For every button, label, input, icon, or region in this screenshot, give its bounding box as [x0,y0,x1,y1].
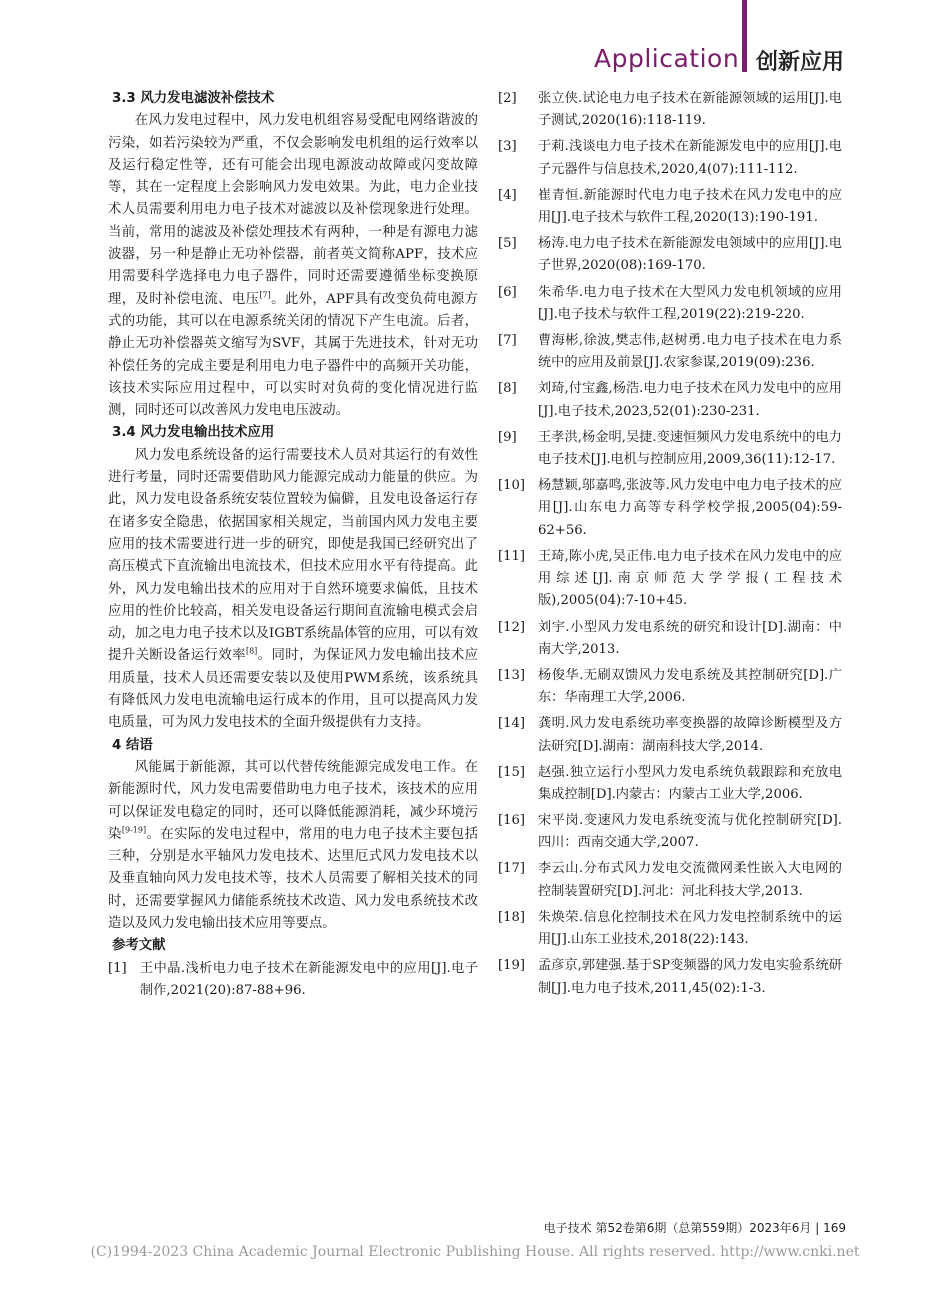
reference-text: 龚明.风力发电系统功率变换器的故障诊断模型及方法研究[D].湖南：湖南科技大学,2014. [538,716,842,754]
paragraph-3-4-part-b: 。同时，为保证风力发电输出技术应用质量，技术人员还需要安装以及使用PWM系统，该系统具有降低风力发电电流输电运行成本的作用，且可以提高风力发电质量，可为风力发电技术的全面升级提供有力支持。 [108,648,479,731]
reference-text: 曹海彬,徐波,樊志伟,赵树勇.电力电子技术在电力系统中的应用及前景[J].农家参谋,2019(09):236. [538,332,842,371]
reference-text: 孟彦京,郭建强.基于SP变频器的风力发电实验系统研制[J].电力电子技术,2011,45(02):1-3. [538,958,842,996]
reference-text: 杨涛.电力电子技术在新能源发电领域中的应用[J].电子世界,2020(08):169-170. [538,236,842,274]
reference-text: 于莉.浅谈电力电子技术在新能源发电中的应用[J].电子元器件与信息技术,2020,4(07):111-112. [538,139,842,177]
reference-item [498,713,842,758]
reference-text: 王中晶.浅析电力电子技术在新能源发电中的应用[J].电子制作,2021(20):87-88+96. [140,960,478,998]
left-column [108,88,478,1002]
reference-item [498,378,842,423]
reference-item [498,810,842,855]
reference-number: [15] [498,764,526,780]
reference-item [498,88,842,133]
reference-item [498,665,842,710]
copyright-line: (C)1994-2023 China Academic Journal Electronic Publishing House. All rights reserved. http://www.cnki.net [90,1244,860,1260]
reference-number: [1] [108,960,127,976]
reference-text: 杨俊华.无刷双馈风力发电系统及其控制研究[D].广东：华南理工大学,2006. [538,667,842,706]
reference-number: [10] [498,478,526,494]
paragraph-4 [108,757,478,935]
reference-number: [18] [498,909,526,925]
reference-text: 朱焕荣.信息化控制技术在风力发电控制系统中的运用[J].山东工业技术,2018(22):143. [538,909,842,948]
header-section-label: 创新应用 [756,50,845,75]
reference-item [498,330,842,375]
reference-number: [13] [498,667,526,683]
reference-text: 刘琦,付宝鑫,杨浩.电力电子技术在风力发电中的应用[J].电子技术,2023,52(01):230-231. [538,381,842,419]
reference-item [498,955,842,1000]
reference-text: 刘宇.小型风力发电系统的研究和设计[D].湖南：中南大学,2013. [538,619,842,657]
reference-number: [11] [498,548,526,564]
header-accent-bar [742,0,747,72]
paragraph-3-4-part-a: 风力发电系统设备的运行需要技术人员对其运行的有效性进行考量，同时还需要借助风力能源完成动力能量的供应。为此，风力发电设备系统安装位置较为偏僻，且发电设备运行存在诸多安全隐患，依据国家相关规定，当前国内风力发电主要应用的技术需要进行进一步的研究，即使是我国已经研究出了高压模式下直流输出电流技术，但技术应用水平有待提高。此外，风力发电输出技术的应用对于自然环境要求偏低，且技术应用的性价比较高，相关发电设备运行期间直流输电模式会启动，加之电力电子技术以及IGBT系统晶体管的应用，可以有效提升关断设备运行效率 [108,447,478,664]
reference-item [498,475,842,542]
reference-item [498,762,842,807]
reference-number: [12] [498,619,526,635]
paragraph-3-3 [108,110,478,422]
reference-text: 宋平岗.变速风力发电系统变流与优化控制研究[D].四川：西南交通大学,2007. [538,813,842,851]
citation-9-19: [9-19] [121,825,147,835]
citation-7: [7] [259,290,271,300]
reference-text: 赵强.独立运行小型风力发电系统负载跟踪和充放电集成控制[D].内蒙古：内蒙古工业大学,2006. [538,764,842,802]
reference-number: [14] [498,716,526,732]
reference-item [498,185,842,230]
reference-text: 王琦,陈小虎,吴正伟.电力电子技术在风力发电中的应用综述[J].南京师范大学学报(工程技术版),2005(04):7-10+45. [538,548,842,609]
header-application-label: Application [594,44,740,73]
paragraph-3-3-part-a: 在风力发电过程中，风力发电机组容易受配电网络谐波的污染，如若污染较为严重，不仅会影响发电机组的运行效率以及运行稳定性等，还有可能会出现电源波动故障或闪变故障等，其在一定程度上会影响风力发电效果。为此，电力企业技术人员需要利用电力电子技术对滤波以及补偿现象进行处理。当前，常用的滤波及补偿处理技术有两种，一种是有源电力滤波器，另一种是静止无功补偿器，前者英文简称APF，技术应用需要科学选择电力电子器件，同时还需要遵循坐标变换原理，及时补偿电流、电压 [108,113,478,307]
reference-number: [17] [498,861,526,877]
reference-number: [3] [498,139,517,155]
reference-item [498,858,842,903]
reference-item [498,136,842,181]
heading-3-4: 3.4 风力发电输出技术应用 [112,425,275,441]
paragraph-4-part-b: 。在实际的发电过程中，常用的电力电子技术主要包括三种，分别是水平轴风力发电技术、达里厄式风力发电技术以及垂直轴向风力发电技术等，技术人员需要了解相关技术的同时，还需要掌握风力储能系统技术改造、风力发电系统技术改造以及风力发电输出技术应用等要点。 [108,826,479,931]
paragraph-4-part-a: 风能属于新能源，其可以代替传统能源完成发电工作。在新能源时代，风力发电需要借助电力电子技术，该技术的应用可以保证发电稳定的同时，还可以降低能源消耗，减少环境污染 [108,759,478,842]
reference-item [498,282,842,327]
reference-text: 杨慧颖,邬嘉鸣,张波等.风力发电中电力电子技术的应用[J].山东电力高等专科学校学报,2005(04):59-62+56. [538,478,842,538]
reference-number: [16] [498,813,526,829]
paragraph-3-3-part-b: 。此外，APF具有改变负荷电源方式的功能，其可以在电源系统关闭的情况下产生电流。后者，静止无功补偿器英文缩写为SVF，其属于先进技术，针对无功补偿任务的完成主要是利用电力电子器件中的高频开关功能，该技术实际应用过程中，可以实时对负荷的变化情况进行监测，同时还可以改善风力发电电压波动。 [108,291,478,419]
reference-item [498,233,842,278]
reference-number: [6] [498,284,517,300]
reference-item [498,617,842,662]
reference-item [498,907,842,952]
reference-item [108,958,478,1003]
reference-number: [9] [498,429,517,445]
reference-text: 王孝洪,杨金明,吴捷.变速恒频风力发电系统中的电力电子技术[J].电机与控制应用,2009,36(11):12-17. [538,429,842,468]
references-heading: 参考文献 [112,938,166,954]
reference-number: [19] [498,958,526,974]
reference-number: [8] [498,381,517,397]
reference-text: 朱希华.电力电子技术在大型风力发电机领域的应用[J].电子技术与软件工程,2019(22):219-220. [538,284,842,322]
reference-item [498,427,842,472]
reference-text: 崔青恒.新能源时代电力电子技术在风力发电中的应用[J].电子技术与软件工程,2020(13):190-191. [538,187,842,226]
reference-number: [5] [498,236,517,252]
heading-4: 4 结语 [112,737,153,753]
reference-number: [4] [498,187,517,203]
reference-item [498,546,842,613]
paragraph-3-4 [108,445,478,735]
page-footer: 电子技术 第52卷第6期（总第559期）2023年6月 | 169 [543,1221,846,1235]
reference-text: 李云山.分布式风力发电交流微网柔性嵌入大电网的控制装置研究[D].河北：河北科技大学,2013. [538,861,842,899]
reference-text: 张立侠.试论电力电子技术在新能源领域的运用[J].电子测试,2020(16):118-119. [538,91,842,129]
reference-number: [2] [498,91,517,106]
citation-8: [8] [245,646,258,656]
reference-number: [7] [498,332,517,348]
right-column [498,88,842,1004]
heading-3-3: 3.3 风力发电滤波补偿技术 [112,91,275,106]
